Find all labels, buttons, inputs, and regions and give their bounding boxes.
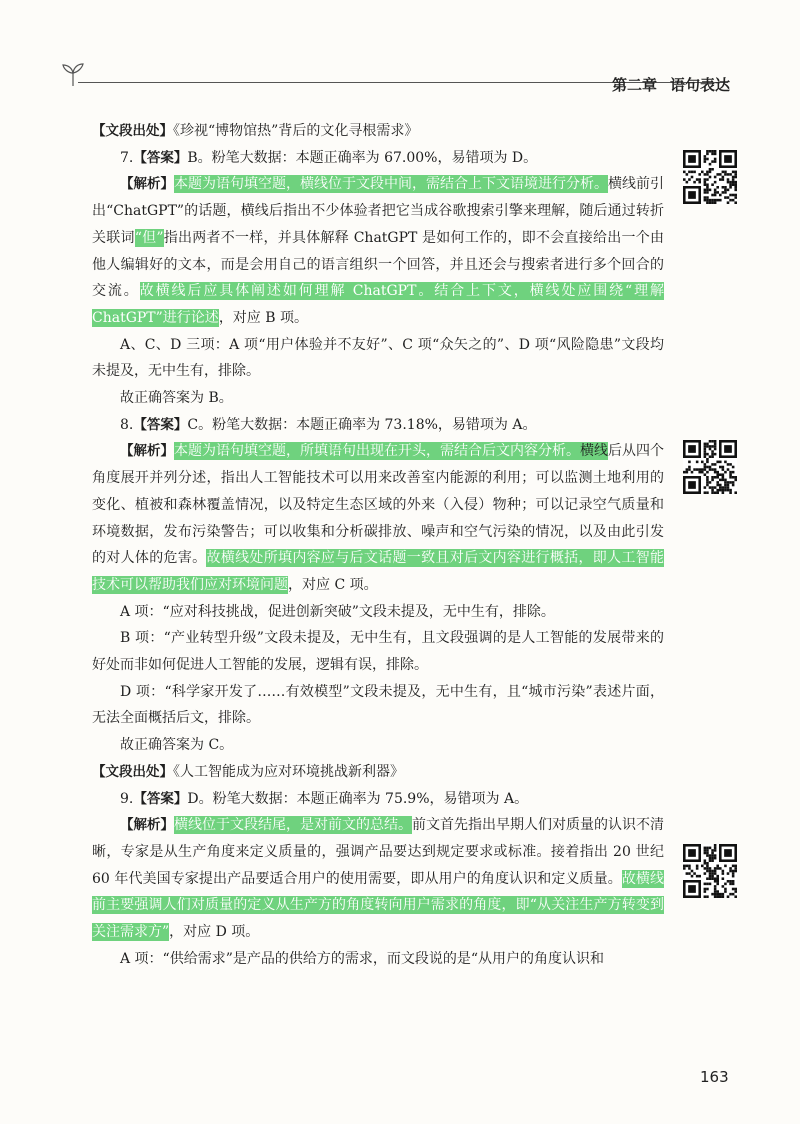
paragraph [92,385,664,412]
body-text: 横线前引出“ChatGPT”的话题，横线后指出不少体验者把它当成谷歌搜索引擎来理解，随后通过转折关联词 [92,176,664,246]
body-text: 故正确答案为 B。 [120,390,233,407]
qr-code-icon[interactable] [683,844,737,898]
section-tag: 【文段出处】 [92,123,173,139]
section-tag: 【答案】 [133,790,188,807]
highlighted-text: 本题为语句填空题，横线位于文段中间，需结合上下文语境进行分析。 [174,176,608,193]
paragraph [92,438,664,598]
sprout-icon [58,60,88,90]
paragraph [92,118,664,145]
highlighted-text: 故横线处所填内容应与后文话题一致且对后文内容进行概括，即人工智能技术可以帮助我们应对环境问题 [92,550,665,593]
section-tag: 【解析】 [120,817,174,834]
highlighted-text: 故横线后应具体阐述如何理解 ChatGPT。结合上下文，横线处应围绕“理解 ChatGPT”进行论述 [92,283,665,326]
chapter-title: 语句表达 [670,76,731,94]
body-text: C。粉笔大数据：本题正确率为 73.18%，易错项为 A。 [187,416,537,433]
highlighted-text: 横线 [580,443,608,460]
body-text: 前文首先指出早期人们对质量的认识不清晰，专家是从生产角度来定义质量的，强调产品要达到规定要求或标准。接着指出 20 世纪 60 年代美国专家提出产品要适合用户的使用需要，即从用户的角度认识和定义质量。 [92,817,664,887]
body-text: 7. [120,149,134,166]
section-tag: 【解析】 [120,443,174,460]
page-header [0,0,800,110]
body-text: 故正确答案为 C。 [120,737,234,754]
section-tag: 【文段出处】 [92,763,173,780]
paragraph [92,679,664,732]
paragraph [92,599,664,626]
paragraph [92,732,664,759]
body-text: ，对应 D 项。 [169,924,260,941]
section-tag: 【答案】 [133,416,188,433]
qr-code-icon[interactable] [683,440,737,494]
chapter-label: 第二章 [612,76,658,94]
section-tag: 【解析】 [120,176,174,193]
body-text: A 项：“应对科技挑战，促进创新突破”文段未提及，无中生有，排除。 [120,603,555,620]
body-text: D。粉笔大数据：本题正确率为 75.9%，易错项为 A。 [187,790,529,807]
paragraph [92,412,664,439]
paragraph [92,812,664,946]
body-text: 《人工智能成为应对环境挑战新利器》 [173,763,404,780]
qr-code-icon[interactable] [683,150,737,204]
paragraph [92,332,664,385]
body-text: B 项：“产业转型升级”文段未提及，无中生有，且文段强调的是人工智能的发展带来的好处而非如何促进人工智能的发展，逻辑有误，排除。 [92,630,664,674]
body-text: 后从四个角度展开并列分述，指出人工智能技术可以用来改善室内能源的利用；可以监测土地利用的变化、植被和森林覆盖情况，以及特定生态区域的外来（入侵）物种；可以记录空气质量和环境数据，发布污染警告；可以收集和分析碳排放、噪声和空气污染的情况，以及由此引发的对人体的危害。 [92,443,664,567]
highlighted-text: 本题为语句填空题，所填语句出现在开头，需结合后文内容分析。 [174,443,580,460]
body-text: B。粉笔大数据：本题正确率为 67.00%，易错项为 D。 [187,149,538,166]
body-text: A 项：“供给需求”是产品的供给方的需求，而文段说的是“从用户的角度认识和 [120,950,605,967]
body-text: D 项：“科学家开发了……有效模型”文段未提及，无中生有，且“城市污染”表述片面，无法全面概括后文，排除。 [92,683,664,727]
body-text: ，对应 C 项。 [288,576,378,593]
highlighted-text: “但” [134,229,164,246]
answer-explanations [92,118,664,973]
page-number: 163 [700,1068,729,1086]
paragraph [92,625,664,678]
paragraph [92,759,664,786]
paragraph [92,145,664,172]
section-tag: 【答案】 [133,149,188,166]
body-text: 8. [120,416,134,433]
body-text: 9. [120,790,134,807]
paragraph [92,171,664,331]
paragraph [92,946,664,973]
body-text: A、C、D 三项：A 项“用户体验并不友好”、C 项“众矢之的”、D 项“风险隐患”文段均未提及，无中生有，排除。 [92,336,664,380]
highlighted-text: 横线位于文段结尾，是对前文的总结。 [174,817,412,834]
body-text: ，对应 B 项。 [218,309,309,326]
body-text: 《珍视“博物馆热”背后的文化寻根需求》 [173,123,419,139]
body-text: 指出两者不一样，并具体解释 ChatGPT 是如何工作的，即不会直接给出一个由他人编辑好的文本，而是会用自己的语言组织一个回答，并且还会与搜索者进行多个回合的交流。 [92,229,664,300]
highlighted-text: 故横线前主要强调人们对质量的定义从生产方的角度转向用户需求的角度，即“从关注生产方转变到关注需求方” [92,870,665,941]
paragraph [92,786,664,813]
